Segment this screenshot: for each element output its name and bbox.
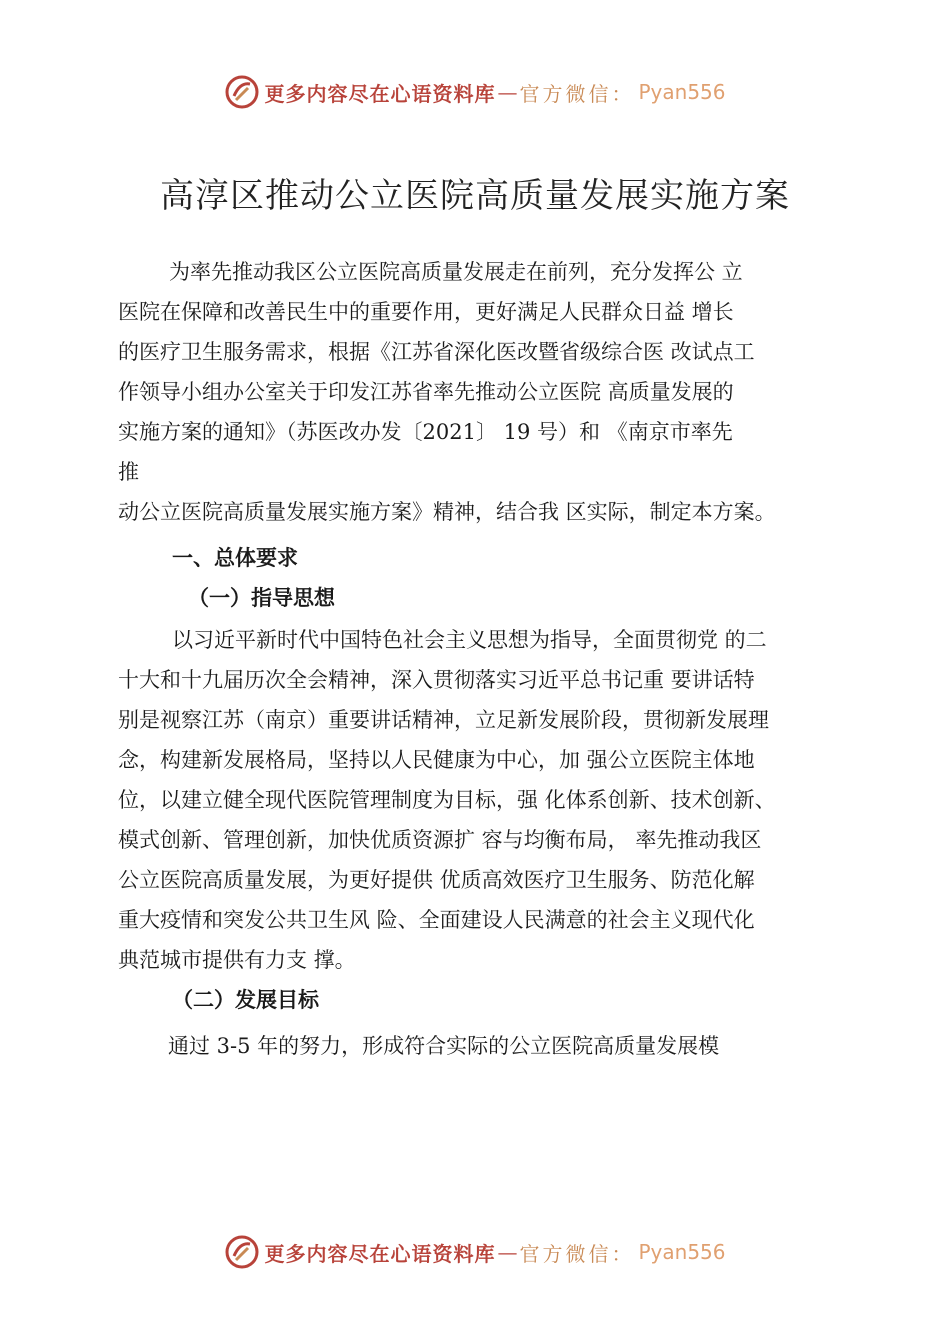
watermark-banner-top <box>0 72 950 112</box>
paragraph-line: 通过 3-5 年的努力，形成符合实际的公立医院高质量发展模 <box>168 1034 720 1058</box>
paragraph-line: 模式创新、管理创新，加快优质资源扩 容与均衡布局， 率先推动我区 <box>118 828 762 852</box>
intro-line: 动公立医院高质量发展实施方案》精神，结合我 区实际，制定本方案。 <box>118 500 776 524</box>
paragraph-line: 以习近平新时代中国特色社会主义思想为指导，全面贯彻党 的二 <box>172 628 767 652</box>
banner-text: 更多内容尽在心语资料库 <box>264 81 496 106</box>
intro-line: 推 <box>118 460 139 484</box>
intro-paragraph <box>118 252 863 532</box>
intro-line: 实施方案的通知》（苏医改办发〔2021〕 19 号）和 《南京市率先 <box>118 420 733 444</box>
banner-text: 更多内容尽在心语资料库 <box>264 1241 496 1266</box>
section-heading: 一、总体要求 <box>172 546 298 570</box>
paragraph-line: 别是视察江苏（南京）重要讲话精神，立足新发展阶段，贯彻新发展理 <box>118 708 769 732</box>
paragraph-line: 重大疫情和突发公共卫生风 险、全面建设人民满意的社会主义现代化 <box>118 908 755 932</box>
banner-wechat-id: Pyan556 <box>638 1240 726 1264</box>
subsection-heading: （二）发展目标 <box>172 988 319 1012</box>
paragraph-line: 念，构建新发展格局，坚持以人民健康为中心，加 强公立医院主体地 <box>118 748 755 772</box>
intro-line: 作领导小组办公室关于印发江苏省率先推动公立医院 高质量发展的 <box>118 380 734 404</box>
guiding-ideology-paragraph <box>118 620 863 980</box>
development-goals-paragraph <box>118 1026 863 1066</box>
banner-separator: — <box>497 80 518 104</box>
intro-line: 医院在保障和改善民生中的重要作用，更好满足人民群众日益 增长 <box>118 300 734 324</box>
intro-line: 的医疗卫生服务需求，根据《江苏省深化医改暨省级综合医 改试点工 <box>118 340 755 364</box>
logo-icon <box>224 74 260 110</box>
banner-separator: — <box>497 1240 518 1264</box>
paragraph-line: 公立医院高质量发展，为更好提供 优质高效医疗卫生服务、防范化解 <box>118 868 755 892</box>
banner-wechat-label: 官方微信： <box>519 1241 635 1266</box>
intro-line: 为率先推动我区公立医院高质量发展走在前列，充分发挥公 立 <box>148 260 743 284</box>
watermark-banner-bottom <box>0 1232 950 1272</box>
banner-wechat-id: Pyan556 <box>638 80 726 104</box>
logo-icon <box>224 1234 260 1270</box>
paragraph-line: 典范城市提供有力支 撑。 <box>118 948 356 972</box>
paragraph-line: 位，以建立健全现代医院管理制度为目标，强 化体系创新、技术创新、 <box>118 788 776 812</box>
document-title: 高淳区推动公立医院高质量发展实施方案 <box>160 176 790 216</box>
banner-wechat-label: 官方微信： <box>519 81 635 106</box>
subsection-heading: （一）指导思想 <box>188 586 335 610</box>
paragraph-line: 十大和十九届历次全会精神，深入贯彻落实习近平总书记重 要讲话特 <box>118 668 755 692</box>
